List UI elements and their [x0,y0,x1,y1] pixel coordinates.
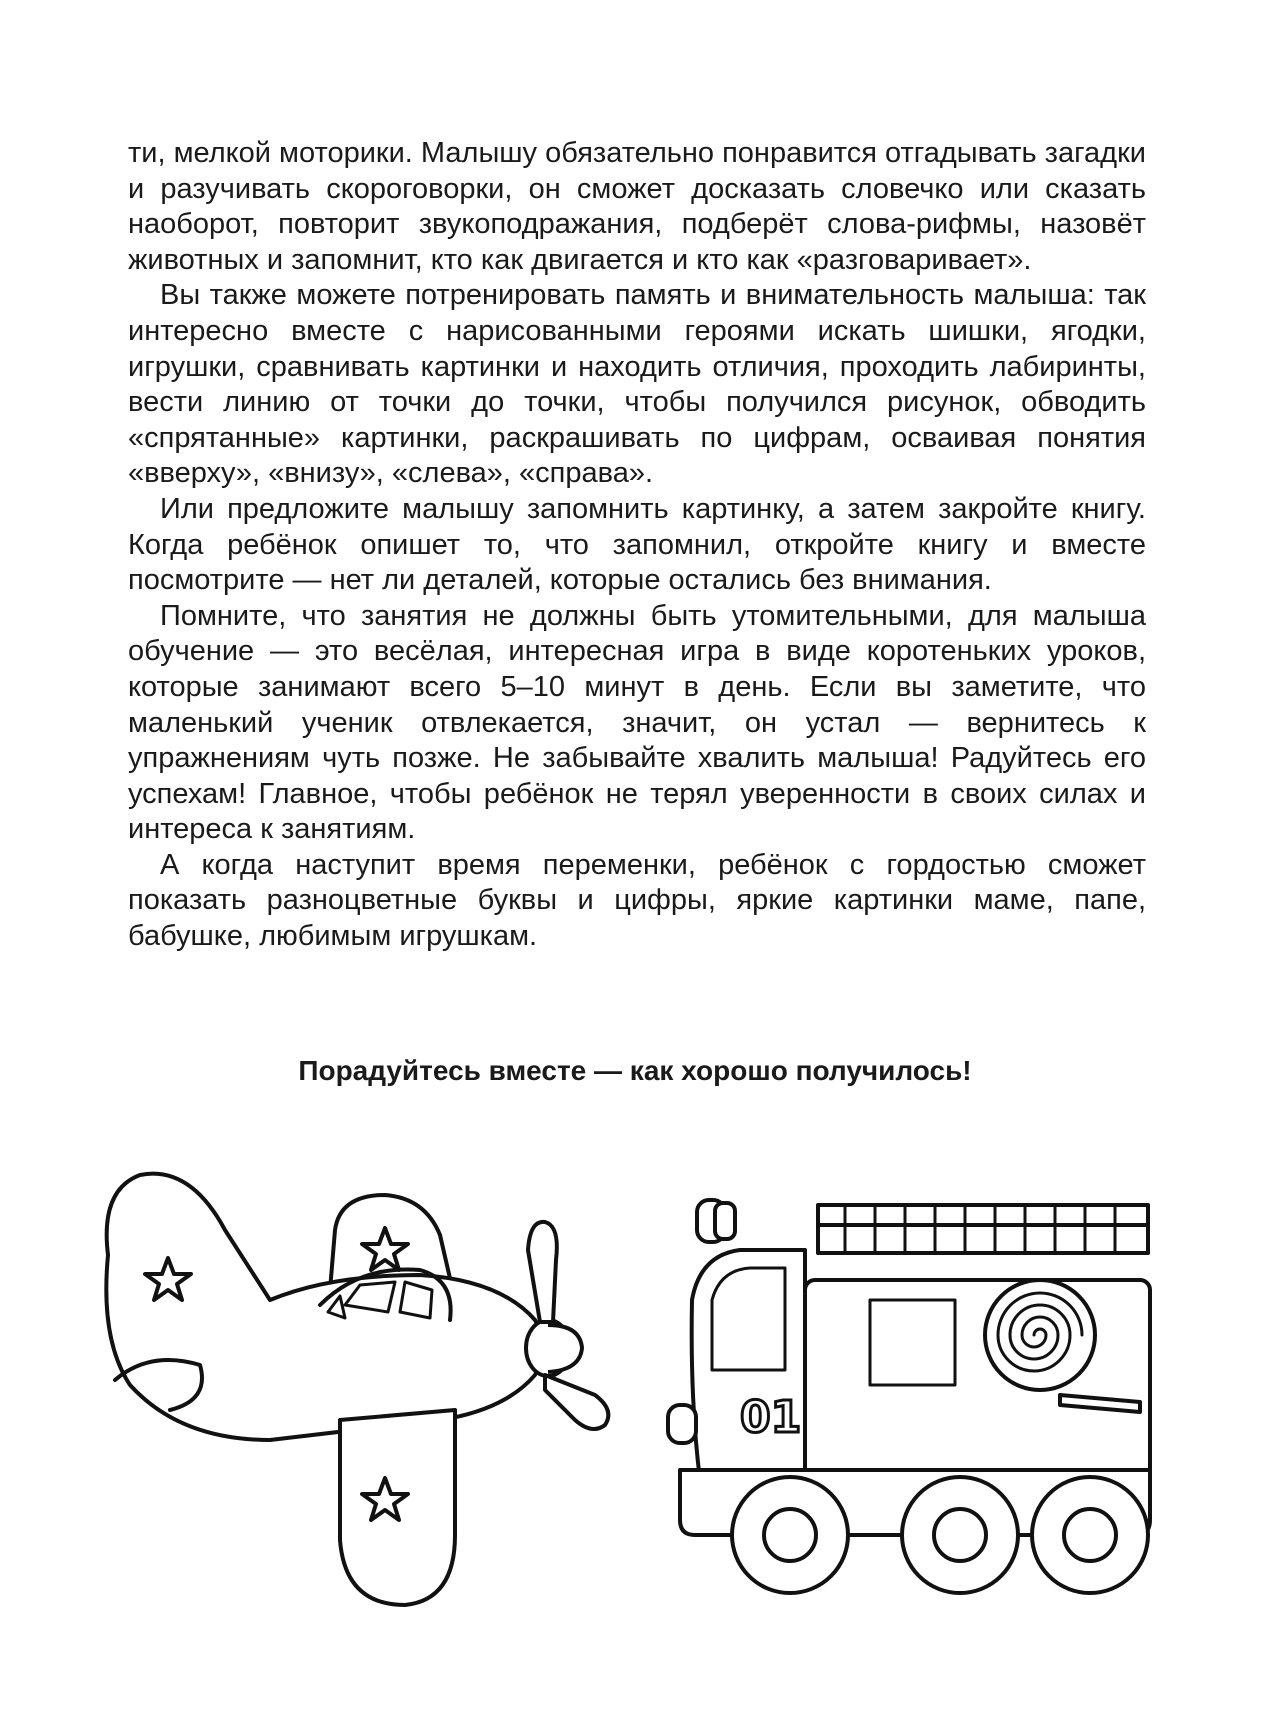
wheel [902,1477,1018,1593]
wheel [732,1477,848,1593]
airplane-illustration [106,1174,608,1605]
wheel [1032,1477,1148,1593]
fire-truck-illustration [668,1200,1150,1593]
paragraph-memory: Вы также можете потренировать память и внимательность малыша: так интересно вместе с нарисованными героями искать шишки, ягодки, игрушки, сравнивать картинки и находить отличия, проходить лабиринты, вести линию от точки до точки, чтобы получился рисунок, обводить «спрятанные» картинки, раскрашивать по цифрам, осваивая понятия «вверху», «внизу», «слева», «справа». [128,279,1146,490]
paragraph-lessons: Помните, что занятия не должны быть утомительными, для малыша обучение — это весёлая, интересная игра в виде коротеньких уроков, которые занимают всего 5–10 минут в день. Если вы заметите, что маленький ученик отвлекается, значит, он устал — вернитесь к упражнениям чуть позже. Не забывайте хвалить малыша! Радуйтесь его успехам! Главное, чтобы ребёнок не терял уверенности в своих силах и интереса к занятиям. [128,599,1146,846]
closing-line: Порадуйтесь вместе — как хорошо получилось! [298,1055,972,1086]
paragraph-picture: Или предложите малышу запомнить картинку, а затем закройте книгу. Когда ребёнок опишет то, что запомнил, откройте книгу и вместе посмотрите — нет ли деталей, которые остались без внимания. [128,492,1146,597]
truck-number: 01 [740,1392,802,1443]
paragraph-continued: ти, мелкой моторики. Малышу обязательно понравится отгадывать загадки и разучивать скороговорки, он сможет досказать словечко или сказать наоборот, повторит звукоподражания, подберёт слова-рифмы, назовёт животных и запомнит, кто как двигается и кто как «разговаривает». [128,137,1146,276]
paragraph-break: А когда наступит время переменки, ребёнок с гордостью сможет показать разноцветные буквы и цифры, яркие картинки маме, папе, бабушке, любимым игрушкам. [128,848,1146,953]
